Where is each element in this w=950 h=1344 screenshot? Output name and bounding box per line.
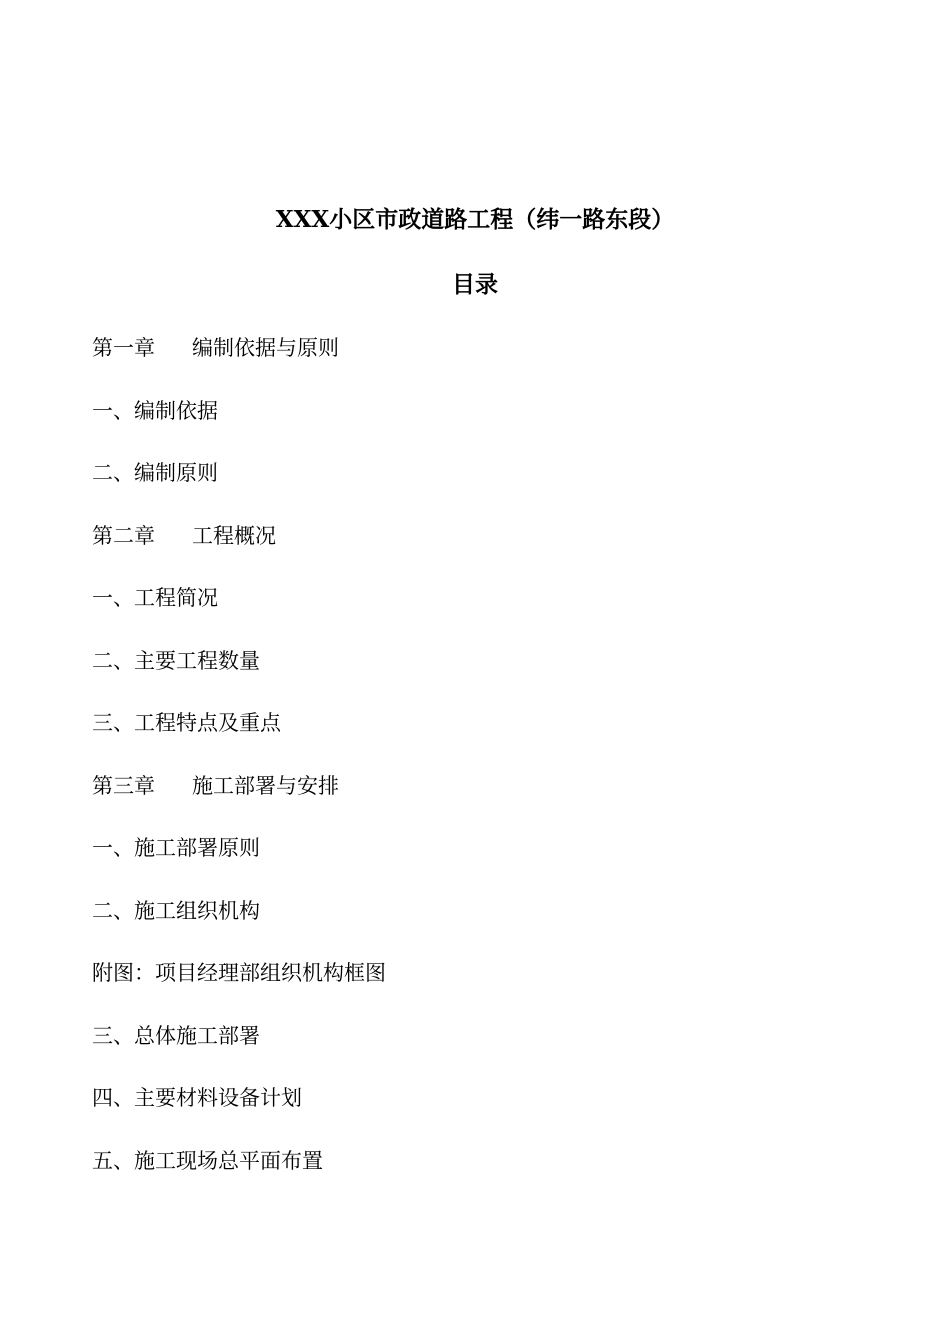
toc-item: 三、总体施工部署 xyxy=(92,1023,260,1048)
chapter-number: 第二章 xyxy=(92,523,155,548)
chapter-title: 工程概况 xyxy=(192,523,276,548)
toc-item: 一、工程简况 xyxy=(92,586,218,610)
toc-chapter-3 xyxy=(92,768,872,831)
toc-chapter-2 xyxy=(92,518,872,581)
toc-item: 二、施工组织机构 xyxy=(92,898,260,923)
toc-item: 附图：项目经理部组织机构框图 xyxy=(92,961,386,985)
toc-item: 一、编制依据 xyxy=(92,398,218,423)
toc-item: 二、主要工程数量 xyxy=(92,648,260,673)
table-of-contents xyxy=(92,330,872,1205)
toc-item: 四、主要材料设备计划 xyxy=(92,1086,302,1110)
toc-item: 一、施工部署原则 xyxy=(92,836,260,860)
chapter-number: 第一章 xyxy=(92,336,155,360)
toc-item: 三、工程特点及重点 xyxy=(92,711,281,735)
chapter-number: 第三章 xyxy=(92,773,155,798)
chapter-title: 施工部署与安排 xyxy=(192,773,339,798)
toc-item: 二、编制原则 xyxy=(92,461,218,485)
toc-heading: 目录 xyxy=(452,271,498,298)
toc-chapter-1 xyxy=(92,330,872,393)
toc-item: 五、施工现场总平面布置 xyxy=(92,1148,323,1173)
chapter-title: 编制依据与原则 xyxy=(192,336,339,360)
document-title: XXX小区市政道路工程（纬一路东段） xyxy=(275,206,675,233)
